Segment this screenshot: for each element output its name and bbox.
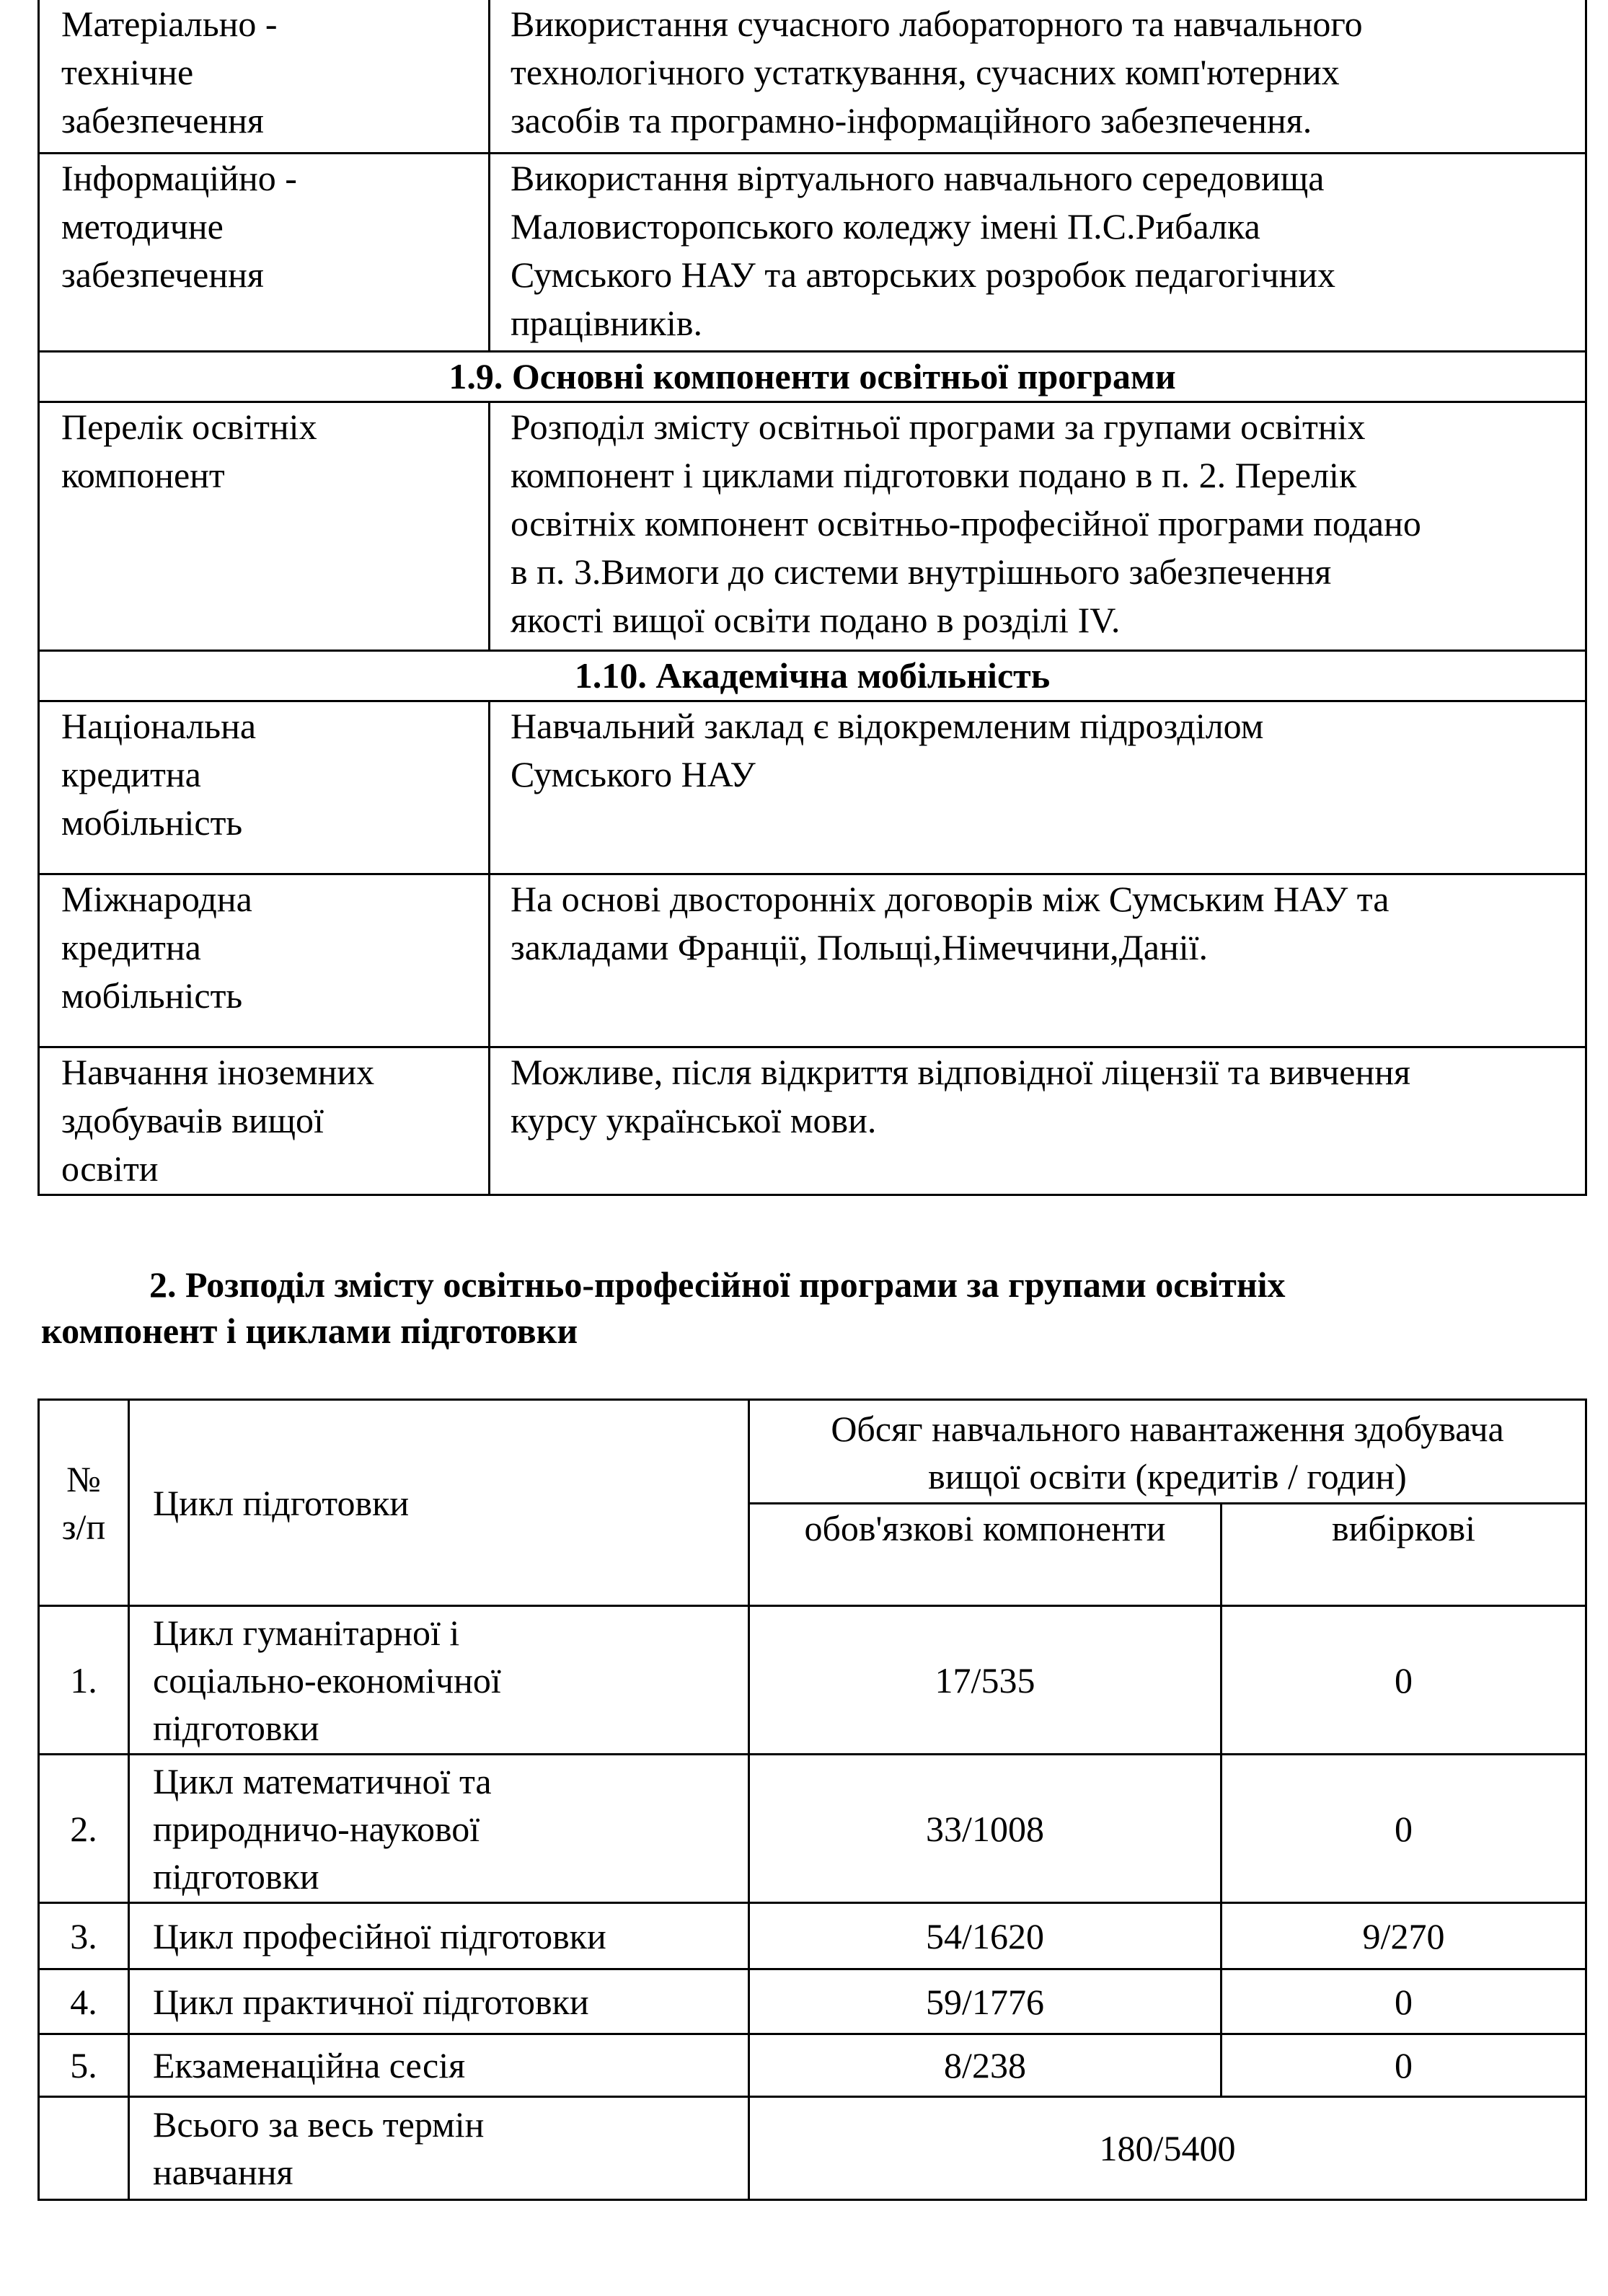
row-label: Матеріально - технічне забезпечення (39, 0, 490, 153)
row-value: Використання віртуального навчального середовища Маловисторопського коледжу імені П.С.Рибалка Сумського НАУ та авторських розробок педагогічних працівників. (490, 153, 1586, 351)
row-elective: 0 (1222, 1969, 1586, 2034)
section-row (39, 351, 1586, 402)
row-elective: 0 (1222, 1606, 1586, 1755)
row-mandatory: 17/535 (749, 1606, 1222, 1755)
row-elective: 0 (1222, 1755, 1586, 1903)
row-label: Перелік освітніх компонент (39, 402, 490, 650)
row-elective: 0 (1222, 2034, 1586, 2097)
row-num: 1. (39, 1606, 129, 1755)
row-elective: 9/270 (1222, 1903, 1586, 1969)
section-row (39, 650, 1586, 701)
row-cycle: Цикл практичної підготовки (129, 1969, 749, 2034)
row-mandatory: 54/1620 (749, 1903, 1222, 1969)
row-num: 4. (39, 1969, 129, 2034)
row-cycle: Екзаменаційна сесія (129, 2034, 749, 2097)
section-heading: 1.9. Основні компоненти освітньої програми (39, 351, 1586, 402)
total-value: 180/5400 (749, 2097, 1586, 2200)
header-volume: Обсяг навчального навантаження здобувача вищої освіти (кредитів / годин) (749, 1400, 1586, 1504)
heading-line: компонент і циклами підготовки (41, 1311, 578, 1351)
table-row (39, 402, 1586, 650)
row-num: 2. (39, 1755, 129, 1903)
table-row (39, 1047, 1586, 1194)
table-row (39, 1755, 1586, 1903)
table-row (39, 874, 1586, 1047)
table-row (39, 1903, 1586, 1969)
table-row (39, 1969, 1586, 2034)
row-value: На основі двосторонніх договорів між Сумським НАУ та закладами Франції, Польщі,Німеччини,Данії. (490, 874, 1586, 1047)
header-num: № з/п (39, 1400, 129, 1606)
total-label: Всього за весь термін навчання (129, 2097, 749, 2200)
header-cycle: Цикл підготовки (129, 1400, 749, 1606)
total-row (39, 2097, 1586, 2200)
row-label: Навчання іноземних здобувачів вищої освіти (39, 1047, 490, 1194)
row-mandatory: 33/1008 (749, 1755, 1222, 1903)
header-mandatory: обов'язкові компоненти (749, 1504, 1222, 1606)
program-info-table (37, 0, 1587, 1196)
row-cycle: Цикл професійної підготовки (129, 1903, 749, 1969)
table-row (39, 0, 1586, 153)
distribution-table (37, 1399, 1587, 2201)
section-heading: 1.10. Академічна мобільність (39, 650, 1586, 701)
row-num: 5. (39, 2034, 129, 2097)
row-num (39, 2097, 129, 2200)
section-2-heading (41, 1262, 1584, 1354)
row-num: 3. (39, 1903, 129, 1969)
header-elective: вибіркові (1222, 1504, 1586, 1606)
heading-line: 2. Розподіл змісту освітньо-професійної програми за групами освітніх (149, 1264, 1286, 1305)
row-value: Можливе, після відкриття відповідної ліцензії та вивчення курсу української мови. (490, 1047, 1586, 1194)
row-value: Використання сучасного лабораторного та навчального технологічного устаткування, сучасних комп'ютерних засобів та програмно-інформаційного забезпечення. (490, 0, 1586, 153)
row-label: Національна кредитна мобільність (39, 701, 490, 874)
row-cycle: Цикл математичної та природничо-наукової підготовки (129, 1755, 749, 1903)
table-row (39, 153, 1586, 351)
table-row (39, 701, 1586, 874)
row-label: Міжнародна кредитна мобільність (39, 874, 490, 1047)
table-row (39, 1606, 1586, 1755)
row-cycle: Цикл гуманітарної і соціально-економічної підготовки (129, 1606, 749, 1755)
row-mandatory: 8/238 (749, 2034, 1222, 2097)
row-value: Навчальний заклад є відокремленим підрозділом Сумського НАУ (490, 701, 1586, 874)
row-value: Розподіл змісту освітньої програми за групами освітніх компонент і циклами підготовки подано в п. 2. Перелік освітніх компонент освітньо-професійної програми подано в п. 3.Вимоги до системи внутрішнього забезпечення якості вищої освіти подано в розділі IV. (490, 402, 1586, 650)
table-row (39, 2034, 1586, 2097)
row-label: Інформаційно - методичне забезпечення (39, 153, 490, 351)
row-mandatory: 59/1776 (749, 1969, 1222, 2034)
header-row (39, 1400, 1586, 1504)
